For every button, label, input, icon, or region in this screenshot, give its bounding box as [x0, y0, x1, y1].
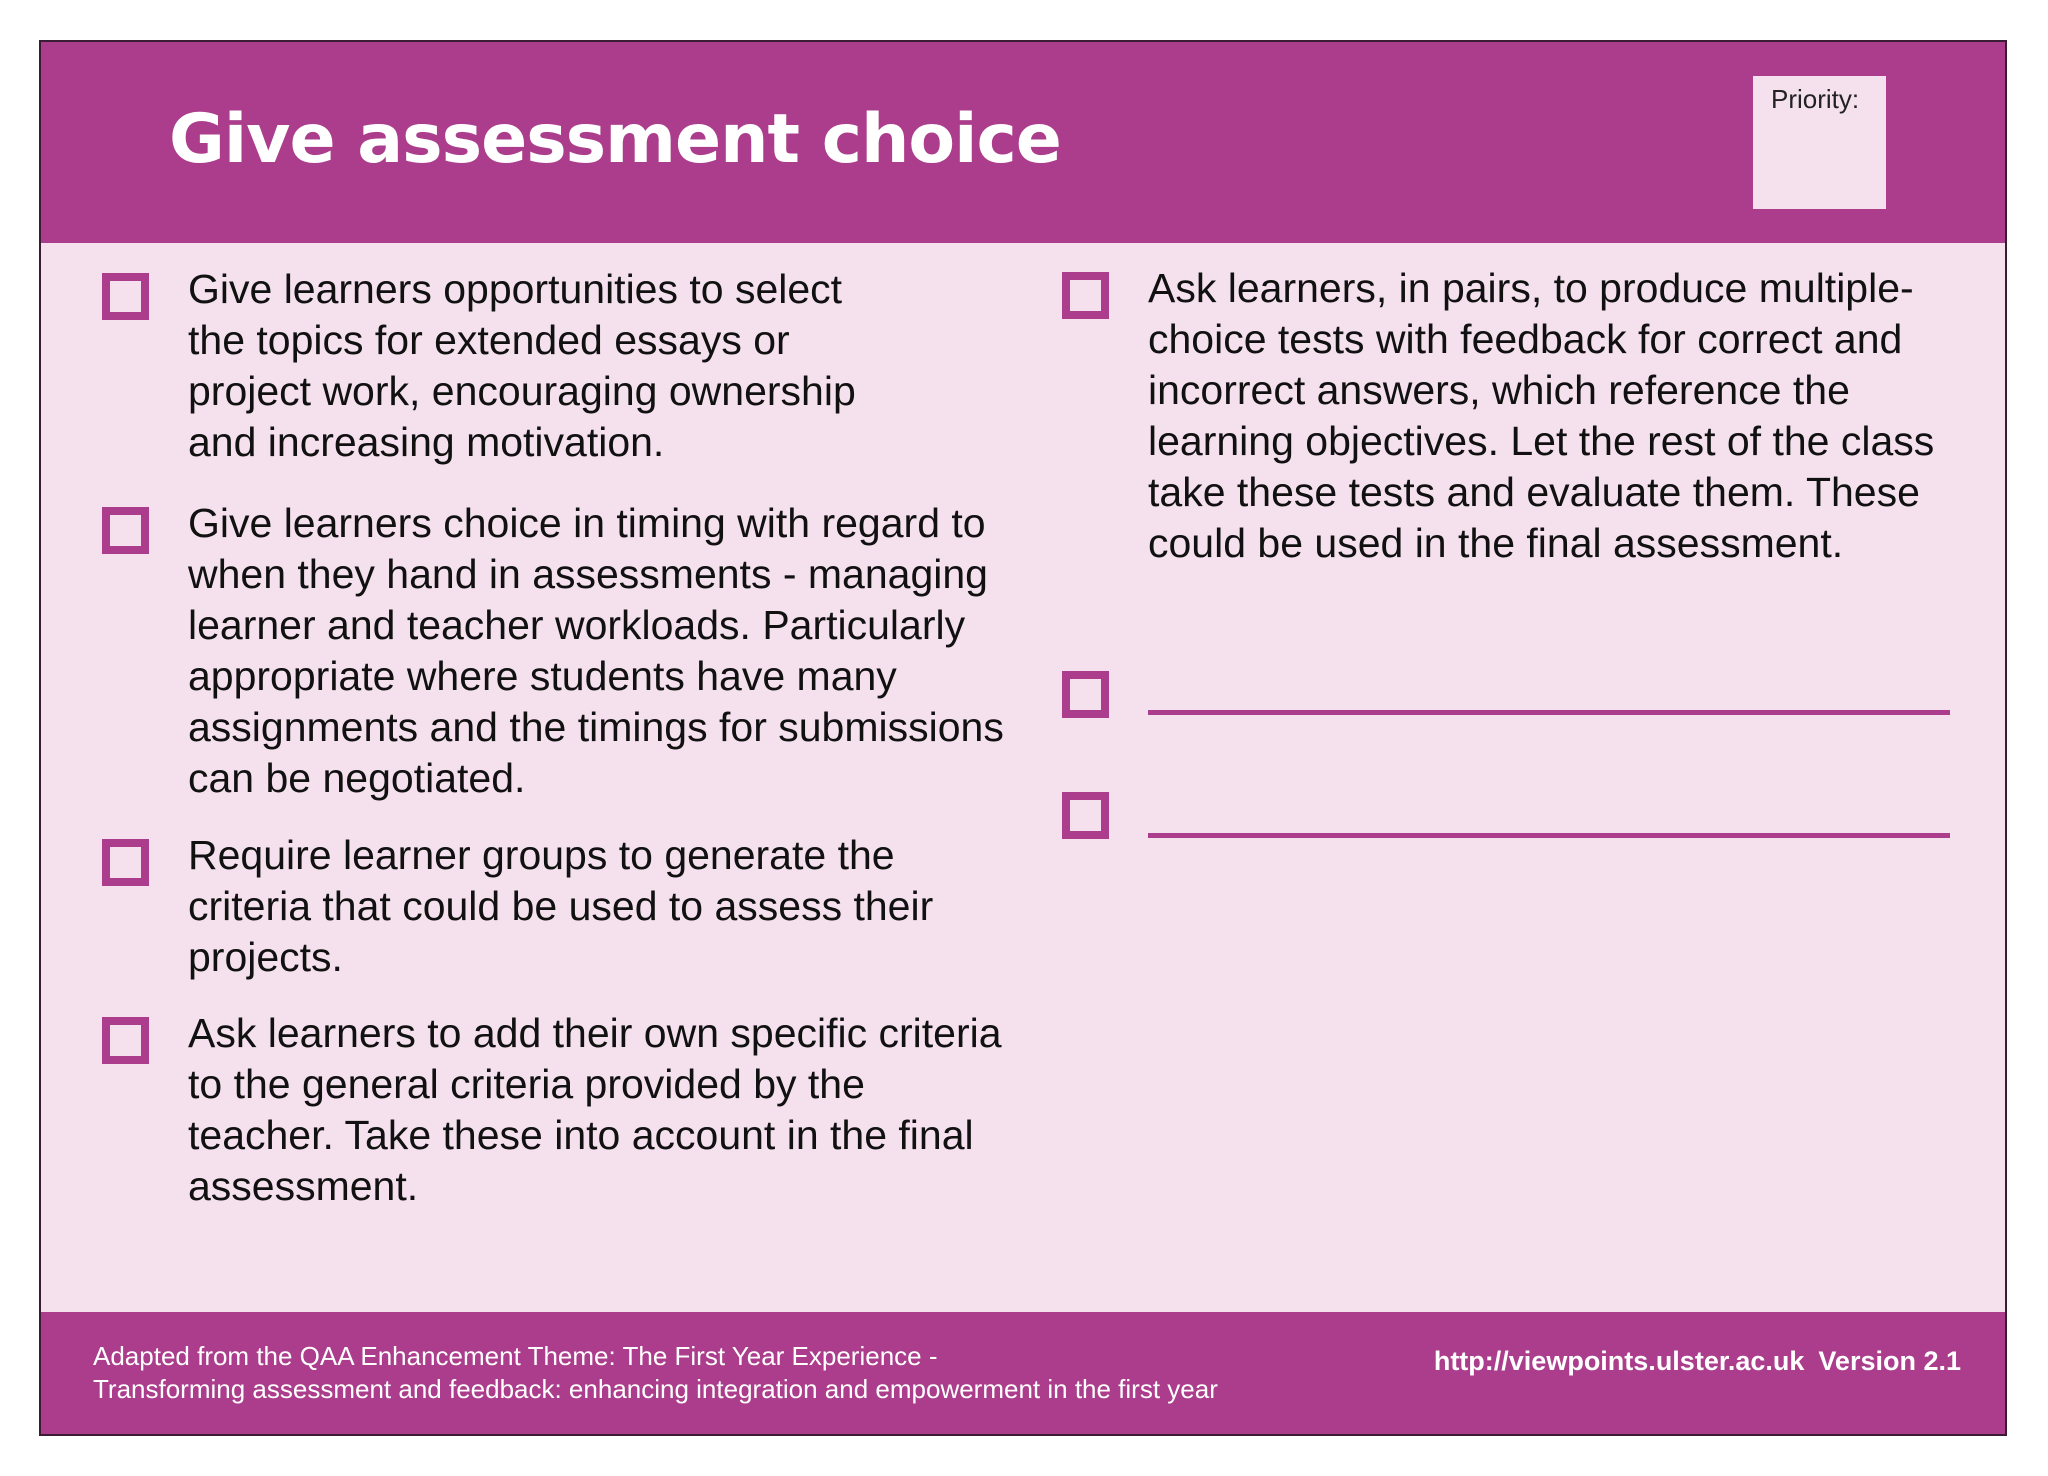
checkbox[interactable] [102, 1017, 149, 1064]
website-link[interactable]: http://viewpoints.ulster.ac.uk [1433, 1346, 1805, 1376]
version-label: Version 2.1 [1818, 1346, 1961, 1376]
card-header [41, 42, 2005, 243]
item-text: Give learners opportunities to select the topics for extended essays or project work, encouraging ownership and increasing motivation. [188, 266, 856, 465]
checkbox[interactable] [1062, 671, 1109, 718]
priority-field[interactable] [1753, 76, 1886, 209]
card-title: Give assessment choice [169, 100, 1061, 179]
blank-write-in-line[interactable] [1148, 710, 1950, 715]
checkbox[interactable] [102, 839, 149, 886]
priority-label: Priority: [1771, 84, 1860, 114]
checkbox[interactable] [1062, 272, 1109, 319]
item-text: Require learner groups to generate the criteria that could be used to assess their projects. [188, 832, 934, 980]
checkbox[interactable] [1062, 792, 1109, 839]
source-attribution [93, 1340, 1218, 1406]
source-line-1: Adapted from the QAA Enhancement Theme: The First Year Experience - [93, 1341, 938, 1371]
checkbox[interactable] [102, 507, 149, 554]
blank-write-in-line[interactable] [1148, 833, 1950, 838]
activity-card [39, 40, 2007, 1436]
card-footer [41, 1312, 2005, 1434]
item-text: Ask learners to add their own specific criteria to the general criteria provided by the teacher. Take these into account in the final assessment. [188, 1010, 1002, 1209]
item-text: Ask learners, in pairs, to produce multiple-choice tests with feedback for correct and incorrect answers, which reference the learning objectives. Let the rest of the class take these tests and evaluate them. These could be used in the final assessment. [1148, 265, 1935, 566]
source-line-2: Transforming assessment and feedback: enhancing integration and empowerment in the first year [93, 1374, 1218, 1404]
checkbox[interactable] [102, 273, 149, 320]
item-text: Give learners choice in timing with regard to when they hand in assessments - managing learner and teacher workloads. Particularly appropriate where students have many assignments and the timings for submissions can be negotiated. [188, 500, 1004, 801]
footer-meta [1434, 1346, 1961, 1377]
